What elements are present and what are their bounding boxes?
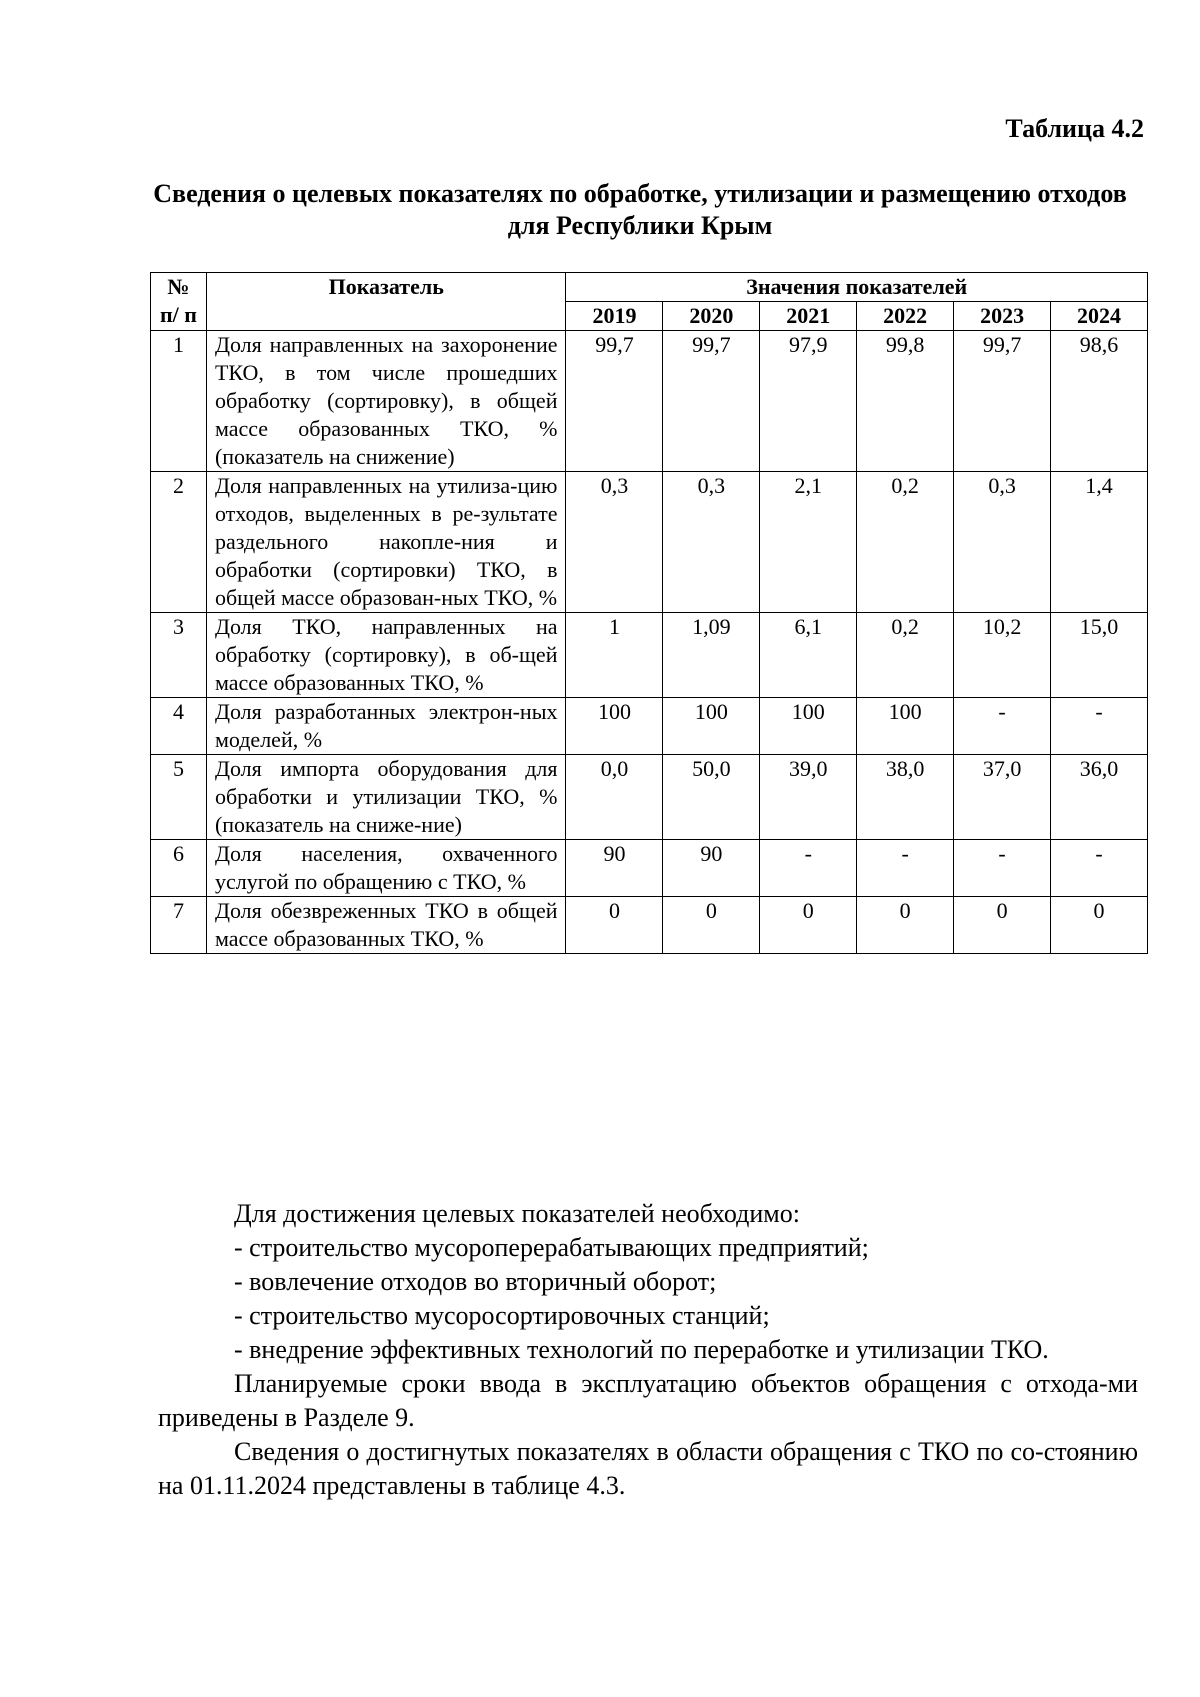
paragraph-achieved: Сведения о достигнутых показателях в области обращения с ТКО по со-стоянию на 01.11.2024 представлены в таблице 4.3. xyxy=(158,1437,1138,1500)
row-number: 4 xyxy=(151,698,207,755)
table-body xyxy=(151,331,1148,954)
indicator-name: Доля ТКО, направленных на обработку (сортировку), в об-щей массе образованных ТКО, % xyxy=(206,613,566,698)
indicator-value: 15,0 xyxy=(1051,613,1148,698)
indicator-value: 1,09 xyxy=(663,613,760,698)
indicator-value: 0 xyxy=(663,897,760,954)
indicator-value: 98,6 xyxy=(1051,331,1148,472)
indicator-name: Доля направленных на утилиза-цию отходов, выделенных в ре-зультате раздельного накопле-ния и обработки (сортировки) ТКО, в общей массе образован-ных ТКО, % xyxy=(206,472,566,613)
indicator-value: 36,0 xyxy=(1051,755,1148,840)
row-number: 5 xyxy=(151,755,207,840)
indicator-value: - xyxy=(1051,840,1148,897)
indicator-value: 0,2 xyxy=(857,613,954,698)
list-item: - строительство мусоросортировочных станций; xyxy=(234,1301,770,1330)
indicator-value: - xyxy=(760,840,857,897)
indicator-value: 99,8 xyxy=(857,331,954,472)
indicator-value: 0 xyxy=(566,897,663,954)
list-item: - внедрение эффективных технологий по переработке и утилизации ТКО. xyxy=(234,1335,1049,1364)
indicator-value: 0 xyxy=(760,897,857,954)
header-year: 2021 xyxy=(760,302,857,331)
row-number: 2 xyxy=(151,472,207,613)
indicator-name: Доля разработанных электрон-ных моделей, % xyxy=(206,698,566,755)
indicator-name: Доля импорта оборудования для обработки и утилизации ТКО, % (показатель на сниже-ние) xyxy=(206,755,566,840)
row-number: 7 xyxy=(151,897,207,954)
row-number: 1 xyxy=(151,331,207,472)
indicator-value: - xyxy=(954,840,1051,897)
indicator-value: 0,0 xyxy=(566,755,663,840)
indicator-value: 2,1 xyxy=(760,472,857,613)
header-year: 2019 xyxy=(566,302,663,331)
list-item: - вовлечение отходов во вторичный оборот; xyxy=(234,1267,717,1296)
paragraph-deadlines: Планируемые сроки ввода в эксплуатацию объектов обращения с отхода-ми приведены в Разделе 9. xyxy=(158,1369,1138,1432)
indicators-table xyxy=(150,272,1148,954)
indicator-value: 99,7 xyxy=(954,331,1051,472)
indicator-name: Доля направленных на захоронение ТКО, в том числе прошедших обработку (сортировку), в общей массе образованных ТКО, % (показатель на снижение) xyxy=(206,331,566,472)
indicator-value: - xyxy=(857,840,954,897)
table-caption: Таблица 4.2 xyxy=(1005,114,1144,143)
header-values-group: Значения показателей xyxy=(566,273,1148,302)
indicator-name: Доля обезвреженных ТКО в общей массе образованных ТКО, % xyxy=(206,897,566,954)
indicator-value: 0,3 xyxy=(663,472,760,613)
table-row xyxy=(151,897,1148,954)
indicator-value: 90 xyxy=(566,840,663,897)
table-row xyxy=(151,698,1148,755)
table-row xyxy=(151,472,1148,613)
indicator-value: 0,3 xyxy=(566,472,663,613)
indicator-value: - xyxy=(954,698,1051,755)
body-text xyxy=(158,1197,1138,1503)
header-year: 2023 xyxy=(954,302,1051,331)
indicator-value: 0 xyxy=(954,897,1051,954)
indicator-value: 6,1 xyxy=(760,613,857,698)
indicator-value: 50,0 xyxy=(663,755,760,840)
row-number: 3 xyxy=(151,613,207,698)
indicator-value: 0 xyxy=(857,897,954,954)
table-row xyxy=(151,840,1148,897)
header-indicator: Показатель xyxy=(206,273,566,331)
table-row xyxy=(151,613,1148,698)
indicator-value: 0 xyxy=(1051,897,1148,954)
table-row xyxy=(151,755,1148,840)
header-year: 2022 xyxy=(857,302,954,331)
indicator-value: 39,0 xyxy=(760,755,857,840)
indicator-value: 38,0 xyxy=(857,755,954,840)
table-row xyxy=(151,331,1148,472)
indicator-value: 90 xyxy=(663,840,760,897)
header-year: 2024 xyxy=(1051,302,1148,331)
indicator-value: 99,7 xyxy=(566,331,663,472)
table-title: Сведения о целевых показателях по обработке, утилизации и размещению отходов для Республики Крым xyxy=(153,179,1127,240)
indicator-value: 1 xyxy=(566,613,663,698)
indicator-value: 100 xyxy=(566,698,663,755)
indicator-value: 0,3 xyxy=(954,472,1051,613)
header-num: № п/ п xyxy=(151,273,207,331)
list-item: - строительство мусороперерабатывающих предприятий; xyxy=(234,1233,869,1262)
header-year: 2020 xyxy=(663,302,760,331)
row-number: 6 xyxy=(151,840,207,897)
indicator-value: - xyxy=(1051,698,1148,755)
indicator-value: 1,4 xyxy=(1051,472,1148,613)
indicator-value: 100 xyxy=(760,698,857,755)
intro-line: Для достижения целевых показателей необходимо: xyxy=(234,1199,800,1228)
indicator-name: Доля населения, охваченного услугой по обращению с ТКО, % xyxy=(206,840,566,897)
indicator-value: 0,2 xyxy=(857,472,954,613)
indicator-value: 100 xyxy=(663,698,760,755)
indicator-value: 97,9 xyxy=(760,331,857,472)
indicator-value: 10,2 xyxy=(954,613,1051,698)
indicator-value: 37,0 xyxy=(954,755,1051,840)
indicator-value: 99,7 xyxy=(663,331,760,472)
indicator-value: 100 xyxy=(857,698,954,755)
